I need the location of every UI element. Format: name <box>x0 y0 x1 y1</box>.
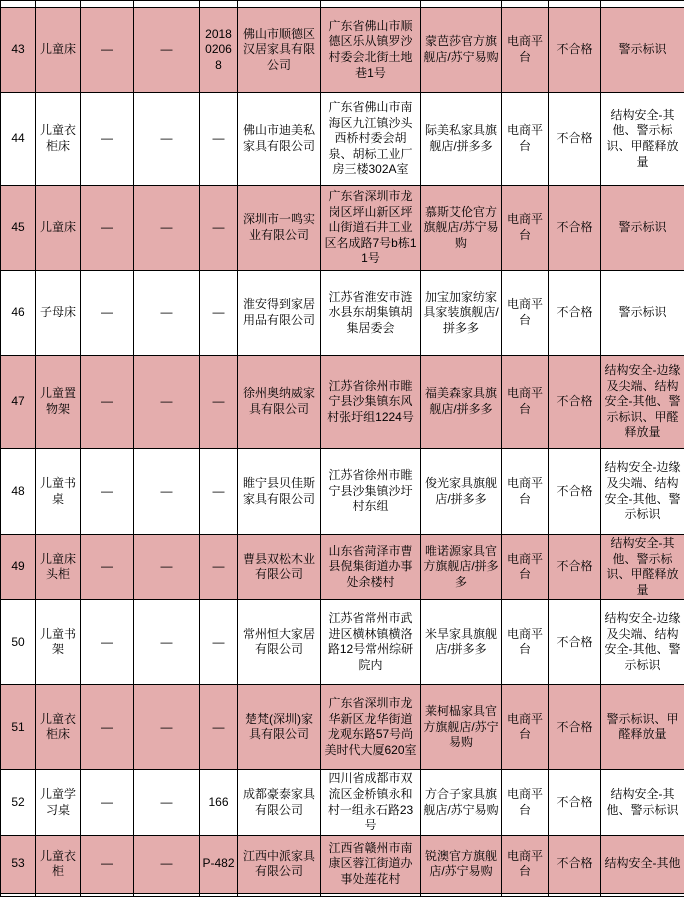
cell-channel: 电商平台 <box>502 271 549 356</box>
cell-channel: 电商平台 <box>502 600 549 685</box>
cell-index: 43 <box>1 8 36 93</box>
cell-spec: — <box>134 356 200 449</box>
cell-manufacturer: 常州恒大家居有限公司 <box>238 600 321 685</box>
cell-spec: — <box>134 600 200 685</box>
cell-store: 锐澳官方旗舰店/苏宁易购 <box>421 835 502 893</box>
cell-index: 45 <box>1 186 36 271</box>
cell-trademark: — <box>81 770 134 835</box>
cell-address: 江苏省淮安市涟水县东胡集镇胡集居委会 <box>321 271 421 356</box>
table-row <box>1 186 684 271</box>
cell-model: — <box>200 535 238 600</box>
cell-empty <box>321 1 421 8</box>
cell-spec: — <box>134 449 200 535</box>
table-row <box>1 271 684 356</box>
cell-empty <box>238 893 321 896</box>
cell-manufacturer: 曹县双松木业有限公司 <box>238 535 321 600</box>
cell-spec: — <box>134 535 200 600</box>
cell-index: 50 <box>1 600 36 685</box>
cell-empty <box>549 893 601 896</box>
cell-product: 子母床 <box>36 271 81 356</box>
cell-empty <box>601 893 684 896</box>
cell-spec: — <box>134 685 200 770</box>
cell-empty <box>200 893 238 896</box>
cell-channel: 电商平台 <box>502 186 549 271</box>
cell-address: 江苏省徐州市睢宁县沙集镇沙圩村东组 <box>321 449 421 535</box>
cell-manufacturer: 佛山市迪美私家具有限公司 <box>238 93 321 186</box>
cell-manufacturer: 淮安得到家居用品有限公司 <box>238 271 321 356</box>
table-row <box>1 835 684 893</box>
cell-channel: 电商平台 <box>502 356 549 449</box>
cell-product: 儿童床 <box>36 186 81 271</box>
cell-store: 唯诺源家具官方旗舰店/拼多多 <box>421 535 502 600</box>
cell-trademark: — <box>81 835 134 893</box>
cell-trademark: — <box>81 93 134 186</box>
cell-empty <box>549 1 601 8</box>
cell-channel: 电商平台 <box>502 685 549 770</box>
cell-manufacturer: 佛山市顺德区汉居家具有限公司 <box>238 8 321 93</box>
cell-manufacturer: 成都豪泰家具有限公司 <box>238 770 321 835</box>
cell-defects: 结构安全-其他 <box>601 835 684 893</box>
cell-trademark: — <box>81 535 134 600</box>
cell-defects: 结构安全-其他、警示标识 <box>601 770 684 835</box>
cell-empty <box>134 893 200 896</box>
cell-empty <box>1 893 36 896</box>
cell-model: — <box>200 271 238 356</box>
cell-store: 加宝加家纺家具家装旗舰店/拼多多 <box>421 271 502 356</box>
cell-index: 49 <box>1 535 36 600</box>
cell-index: 47 <box>1 356 36 449</box>
cell-product: 儿童学习桌 <box>36 770 81 835</box>
cell-spec: — <box>134 186 200 271</box>
cell-result: 不合格 <box>549 535 601 600</box>
cell-store: 米旱家具旗舰店/拼多多 <box>421 600 502 685</box>
partial-row-top <box>1 1 684 8</box>
cell-address: 江苏省徐州市睢宁县沙集镇东风村张圩组1224号 <box>321 356 421 449</box>
cell-result: 不合格 <box>549 449 601 535</box>
cell-empty <box>502 1 549 8</box>
cell-channel: 电商平台 <box>502 93 549 186</box>
cell-defects: 警示标识 <box>601 186 684 271</box>
cell-model: — <box>200 186 238 271</box>
cell-result: 不合格 <box>549 770 601 835</box>
cell-result: 不合格 <box>549 8 601 93</box>
cell-trademark: — <box>81 271 134 356</box>
cell-result: 不合格 <box>549 685 601 770</box>
cell-empty <box>601 1 684 8</box>
table-row <box>1 685 684 770</box>
cell-empty <box>321 893 421 896</box>
table-row <box>1 449 684 535</box>
table-row <box>1 8 684 93</box>
cell-model: P-482 <box>200 835 238 893</box>
cell-index: 44 <box>1 93 36 186</box>
cell-defects: 警示标识 <box>601 271 684 356</box>
cell-empty <box>81 1 134 8</box>
cell-defects: 警示标识 <box>601 8 684 93</box>
cell-trademark: — <box>81 600 134 685</box>
cell-defects: 警示标识、甲醛释放量 <box>601 685 684 770</box>
cell-store: 方合子家具旗舰店/苏宁易购 <box>421 770 502 835</box>
cell-channel: 电商平台 <box>502 535 549 600</box>
cell-empty <box>134 1 200 8</box>
cell-trademark: — <box>81 8 134 93</box>
cell-product: 儿童书架 <box>36 600 81 685</box>
cell-model: 201802068 <box>200 8 238 93</box>
cell-defects: 结构安全-其他、警示标识、甲醛释放量 <box>601 535 684 600</box>
cell-model: — <box>200 600 238 685</box>
cell-address: 广东省佛山市顺德区乐从镇罗沙村委会北街土地巷1号 <box>321 8 421 93</box>
cell-manufacturer: 睢宁县贝佳斯家具有限公司 <box>238 449 321 535</box>
cell-empty <box>36 893 81 896</box>
cell-address: 四川省成都市双流区金桥镇永和村一组永石路23号 <box>321 770 421 835</box>
cell-empty <box>238 1 321 8</box>
table-row <box>1 770 684 835</box>
cell-product: 儿童床头柜 <box>36 535 81 600</box>
cell-spec: — <box>134 8 200 93</box>
cell-address: 广东省佛山市南海区九江镇沙头西桥村委会胡泉、胡标工业厂房三楼302A室 <box>321 93 421 186</box>
table-row <box>1 600 684 685</box>
cell-empty <box>502 893 549 896</box>
cell-trademark: — <box>81 356 134 449</box>
cell-store: 蒙芭莎官方旗舰店/苏宁易购 <box>421 8 502 93</box>
cell-store: 莱柯榀家具官方旗舰店/苏宁易购 <box>421 685 502 770</box>
partial-row-bottom <box>1 893 684 896</box>
cell-empty <box>1 1 36 8</box>
cell-product: 儿童书桌 <box>36 449 81 535</box>
cell-trademark: — <box>81 186 134 271</box>
cell-manufacturer: 楚梵(深圳)家具有限公司 <box>238 685 321 770</box>
cell-result: 不合格 <box>549 356 601 449</box>
cell-trademark: — <box>81 685 134 770</box>
cell-defects: 结构安全-其他、警示标识、甲醛释放量 <box>601 93 684 186</box>
cell-address: 广东省深圳市龙岗区坪山新区坪山街道石井工业区名成路7号b栋11号 <box>321 186 421 271</box>
cell-store: 慕斯艾伦官方旗舰店/苏宁易购 <box>421 186 502 271</box>
cell-address: 广东省深圳市龙华新区龙华街道龙观东路57号尚美时代大厦620室 <box>321 685 421 770</box>
cell-product: 儿童衣柜床 <box>36 685 81 770</box>
cell-index: 53 <box>1 835 36 893</box>
cell-spec: — <box>134 93 200 186</box>
cell-model: — <box>200 93 238 186</box>
cell-empty <box>421 1 502 8</box>
cell-product: 儿童衣柜 <box>36 835 81 893</box>
cell-index: 51 <box>1 685 36 770</box>
cell-result: 不合格 <box>549 271 601 356</box>
cell-index: 52 <box>1 770 36 835</box>
cell-product: 儿童床 <box>36 8 81 93</box>
cell-empty <box>421 893 502 896</box>
cell-address: 山东省菏泽市曹县倪集街道办事处余楼村 <box>321 535 421 600</box>
cell-result: 不合格 <box>549 600 601 685</box>
cell-index: 46 <box>1 271 36 356</box>
cell-product: 儿童置物架 <box>36 356 81 449</box>
table-row <box>1 93 684 186</box>
cell-model: — <box>200 449 238 535</box>
cell-channel: 电商平台 <box>502 8 549 93</box>
cell-result: 不合格 <box>549 835 601 893</box>
cell-store: 俊光家具旗舰店/拼多多 <box>421 449 502 535</box>
cell-spec: — <box>134 835 200 893</box>
cell-empty <box>200 1 238 8</box>
cell-manufacturer: 深圳市一鸣实业有限公司 <box>238 186 321 271</box>
cell-spec: — <box>134 271 200 356</box>
cell-defects: 结构安全-边缘及尖端、结构安全-其他、警示标识 <box>601 449 684 535</box>
cell-channel: 电商平台 <box>502 449 549 535</box>
table-row <box>1 535 684 600</box>
cell-index: 48 <box>1 449 36 535</box>
cell-store: 福美森家具旗舰店/拼多多 <box>421 356 502 449</box>
cell-result: 不合格 <box>549 93 601 186</box>
cell-manufacturer: 江西中派家具有限公司 <box>238 835 321 893</box>
cell-address: 江苏省常州市武进区横林镇横洛路12号常州综研院内 <box>321 600 421 685</box>
cell-model: — <box>200 356 238 449</box>
table-row <box>1 356 684 449</box>
cell-channel: 电商平台 <box>502 770 549 835</box>
cell-trademark: — <box>81 449 134 535</box>
cell-address: 江西省赣州市南康区蓉江街道办事处莲花村 <box>321 835 421 893</box>
cell-store: 际美私家具旗舰店/拼多多 <box>421 93 502 186</box>
cell-manufacturer: 徐州奥纳威家具有限公司 <box>238 356 321 449</box>
cell-empty <box>36 1 81 8</box>
cell-channel: 电商平台 <box>502 835 549 893</box>
cell-model: 166 <box>200 770 238 835</box>
cell-product: 儿童衣柜床 <box>36 93 81 186</box>
cell-defects: 结构安全-边缘及尖端、结构安全-其他、警示标识、甲醛释放量 <box>601 356 684 449</box>
cell-defects: 结构安全-边缘及尖端、结构安全-其他、警示标识 <box>601 600 684 685</box>
cell-model: — <box>200 685 238 770</box>
cell-spec: — <box>134 770 200 835</box>
cell-empty <box>81 893 134 896</box>
cell-result: 不合格 <box>549 186 601 271</box>
